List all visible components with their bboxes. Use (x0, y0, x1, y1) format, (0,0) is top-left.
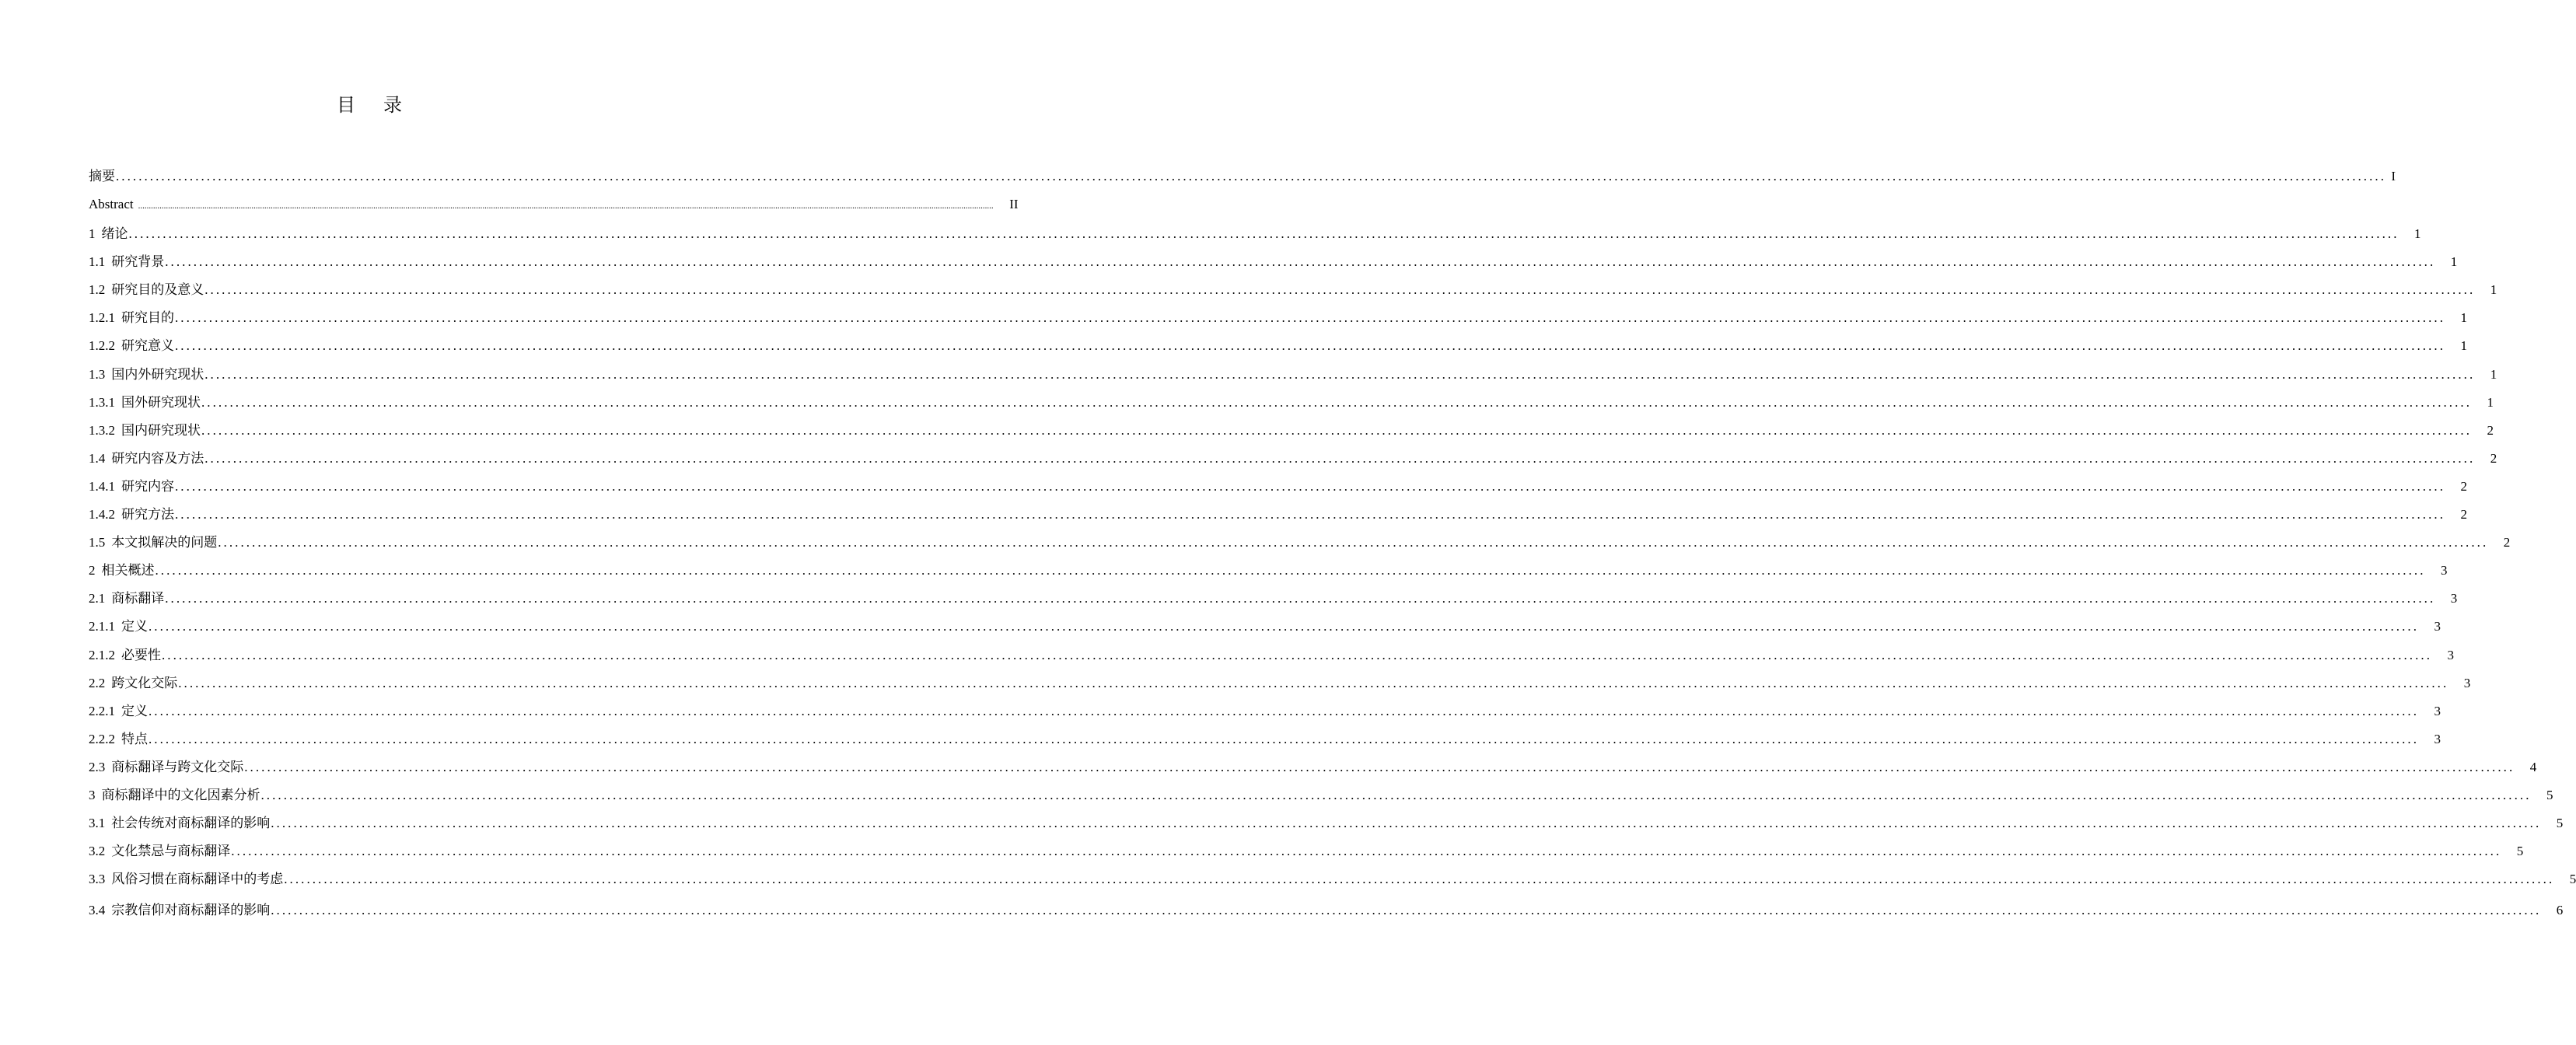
toc-entry-label (89, 163, 115, 190)
toc-leader-dots: ................................................................................................................................................................................................................................................................................................................................................................................................................ (175, 310, 2445, 326)
toc-entry-label (89, 809, 270, 837)
toc-entry-number: 3 (89, 787, 96, 802)
toc-leader-dots: ................................................................................................................................................................................................................................................................................................................................................................................................................ (128, 226, 2399, 242)
toc-page-number: 2 (2460, 478, 2467, 494)
toc-leader-dots: ................................................................................................................................................................................................................................................................................................................................................................................................................ (231, 844, 2502, 859)
toc-page-number: 1 (2490, 282, 2497, 298)
toc-entry-text: 国内研究现状 (121, 422, 201, 438)
toc-entry-number: 3.4 (89, 903, 106, 918)
toc-entry-label (89, 837, 230, 865)
toc-entry-label (89, 190, 134, 218)
toc-page-number: 2 (2487, 422, 2494, 438)
toc-page-number: 1 (2460, 338, 2467, 354)
toc-page-number: II (1009, 197, 1019, 212)
toc-page-number: 3 (2434, 619, 2441, 634)
toc-entry-number: 3.1 (89, 816, 106, 831)
toc-leader-dots: ................................................................................................................................................................................................................................................................................................................................................................................................................ (178, 675, 2449, 690)
toc-entry-number: 1 (89, 226, 96, 242)
toc-entry-label (89, 417, 201, 445)
toc-entry-text: 国外研究现状 (121, 394, 201, 410)
toc-entry-text: 商标翻译与跨文化交际 (111, 759, 244, 774)
toc-leader-dots: ................................................................................................................................................................................................................................................................................................................................................................................................................ (260, 787, 2532, 802)
toc-entry[interactable] (89, 445, 2497, 473)
toc-entry-text: 定义 (121, 703, 148, 718)
toc-leader-dots: ................................................................................................................................................................................................................................................................................................................................................................................................................ (204, 450, 2476, 466)
toc-entry-number: 1.4.2 (89, 507, 115, 522)
toc-entry-label (89, 389, 201, 417)
toc-entry[interactable] (89, 896, 2564, 924)
title-char-1: 目 (337, 96, 355, 116)
toc-page-number: 2 (2460, 507, 2467, 522)
toc-leader-dots: ................................................................................................................................................................................................................................................................................................................................................................................................................ (149, 703, 2419, 718)
toc-entry[interactable] (89, 613, 2441, 641)
toc-leader-dots: ................................................................................................................................................................................................................................................................................................................................................................................................................ (165, 591, 2436, 606)
toc-entry-label (89, 669, 177, 697)
toc-entry-text: 国内外研究现状 (111, 366, 204, 382)
toc-entry-label (89, 697, 148, 725)
toc-page-number: 1 (2450, 254, 2458, 270)
toc-page-number: 3 (2434, 731, 2441, 746)
toc-entry-number: 3.3 (89, 872, 106, 887)
toc-entry-number: 2.2.2 (89, 731, 115, 746)
toc-entry-text: 相关概述 (101, 563, 155, 578)
toc-page-number: 6 (2556, 903, 2564, 918)
toc-entry[interactable] (89, 304, 2467, 332)
toc-entry-number: 1.2.1 (89, 310, 115, 326)
toc-page-number: 2 (2503, 535, 2511, 550)
toc-page-number: 1 (2487, 394, 2494, 410)
toc-entry-text: 研究目的及意义 (111, 282, 204, 298)
toc-entry-label (89, 753, 243, 781)
toc-entry-text: 特点 (121, 731, 148, 746)
toc-page-number: 3 (2434, 703, 2441, 718)
toc-leader-dots: ................................................................................................................................................................................................................................................................................................................................................................................................................ (284, 872, 2555, 887)
toc-entry-text: 研究内容及方法 (111, 450, 204, 466)
page-title (0, 92, 739, 120)
toc-entry-label (89, 585, 164, 613)
toc-leader-dots: ................................................................................................................................................................................................................................................................................................................................................................................................................ (204, 366, 2476, 382)
toc-entry-number: 1.5 (89, 535, 106, 550)
toc-entry-label (89, 248, 164, 276)
toc-entry-text: 本文拟解决的问题 (111, 535, 218, 550)
toc-entry-text: 文化禁忌与商标翻译 (111, 844, 231, 859)
toc-entry[interactable] (89, 669, 2471, 697)
toc-leader-dots: ................................................................................................................................................................................................................................................................................................................................................................................................................ (201, 422, 2472, 438)
toc-page-number: 5 (2516, 844, 2524, 859)
toc-page-number: 4 (2529, 759, 2537, 774)
toc-entry[interactable] (89, 557, 2448, 585)
toc-entry[interactable] (89, 725, 2441, 753)
toc-entry-label (89, 501, 174, 529)
toc-entry[interactable] (89, 473, 2467, 501)
toc-entry-label (89, 613, 148, 641)
toc-entry-number: 2.3 (89, 759, 106, 774)
toc-leader-dots: ................................................................................................................................................................................................................................................................................................................................................................................................................ (201, 394, 2472, 410)
toc-page-number: 3 (2463, 675, 2471, 690)
toc-entry-text: 绪论 (101, 226, 128, 242)
toc-page-number: 5 (2569, 872, 2576, 887)
toc-entry-number: 1.2.2 (89, 338, 115, 354)
toc-entry[interactable] (89, 641, 2454, 669)
toc-entry[interactable] (89, 417, 2494, 445)
toc-entry-number: 2 (89, 563, 96, 578)
toc-entry-number: 1.4 (89, 450, 106, 466)
toc-entry-label (89, 304, 174, 332)
toc-entry-text: 研究方法 (121, 507, 174, 522)
toc-entry-label (89, 865, 283, 893)
toc-entry[interactable] (89, 585, 2458, 613)
toc-entry-label (89, 276, 204, 304)
toc-entry[interactable] (89, 781, 2553, 809)
toc-leader-dots: ................................................................................................................................................................................................................................................................................................................................................................................................................ (149, 619, 2419, 634)
toc-entry-text: 跨文化交际 (111, 675, 178, 690)
toc-leader-dots: ................................................................................................................................................................................................................................................................................................................................................................................................................ (244, 759, 2515, 774)
toc-leader-dots: ................................................................................................................................................................................................................................................................................................................................................................................................................ (204, 282, 2476, 298)
toc-entry-text: 商标翻译 (111, 591, 165, 606)
toc-page-number: 3 (2450, 591, 2458, 606)
toc-leader-dots: ................................................................................................................................................................................................................................................................................................................................................................................................................ (175, 478, 2445, 494)
toc-entry-text: 风俗习惯在商标翻译中的考虑 (111, 872, 284, 887)
toc-entry[interactable] (89, 220, 2421, 248)
toc-entry-number: 1.1 (89, 254, 106, 270)
toc-leader-dots: ................................................................................................................................................................................................................................................................................................................................................................................................................ (116, 169, 2386, 183)
toc-page-number: 3 (2447, 647, 2454, 662)
toc-entry-text: 研究意义 (121, 338, 174, 354)
toc-entry-text: 商标翻译中的文化因素分析 (101, 787, 260, 802)
toc-leader-dots: ................................................................................................................................................................................................................................................................................................................................................................................................................ (165, 254, 2436, 270)
toc-leader-dots: ................................................................................................................................................................................................................................................................................................................................................................................................................ (155, 563, 2426, 578)
toc-entry[interactable] (89, 361, 2497, 389)
toc-entry-label (89, 557, 155, 585)
toc-entry-text: 摘要 (89, 169, 115, 183)
toc-entry[interactable] (89, 529, 2511, 557)
toc-entry[interactable] (89, 276, 2497, 304)
toc-entry-label (89, 332, 174, 360)
title-char-2: 录 (383, 96, 402, 116)
toc-entry[interactable] (89, 865, 2576, 893)
toc-entry[interactable] (89, 190, 1019, 220)
toc-entry-number: 2.2.1 (89, 703, 115, 718)
toc-entry-label (89, 445, 204, 473)
toc-entry-number: 2.1.1 (89, 619, 115, 634)
toc-entry-label (89, 529, 217, 557)
toc-entry-number: 1.4.1 (89, 478, 115, 494)
toc-entry-number: 2.1 (89, 591, 106, 606)
toc-entry[interactable] (89, 837, 2524, 865)
toc-page-number: 5 (2546, 787, 2553, 802)
toc-leader-dots: ................................................................................................................................................................................................................................................................................................................................................................................................................ (271, 816, 2542, 831)
toc-entry[interactable] (89, 248, 2458, 276)
toc-entry[interactable] (89, 332, 2467, 360)
toc-entry-number: 3.2 (89, 844, 106, 859)
toc-page-number: I (2391, 169, 2396, 183)
toc-entry-number: 2.2 (89, 675, 106, 690)
toc-entry-number: 1.3.2 (89, 422, 115, 438)
toc-entry-text: 必要性 (121, 647, 161, 662)
toc-leader-dots: ................................................................................................................................................................................................................................................................................................................................................................................................................ (218, 535, 2489, 550)
toc-leader-dots: ................................................................................................................................................................................................................................................................................................................................................................................................................ (175, 338, 2445, 354)
toc-entry-label (89, 641, 161, 669)
toc-entry-text: 研究背景 (111, 254, 165, 270)
toc-entry-number: 1.3.1 (89, 394, 115, 410)
toc-leader-dots: ................................................................................................................................................................................................................................................................................................................................................................................................................ (175, 507, 2445, 522)
toc-leader-dots: ................................................................................................................................................................................................................................................................................................................................................................................................................ (271, 903, 2542, 918)
toc-page-number: 2 (2490, 450, 2497, 466)
toc-entry[interactable] (89, 753, 2537, 781)
toc-entry[interactable] (89, 697, 2441, 725)
toc-entry[interactable] (89, 163, 2396, 190)
toc-entry-number: 1.2 (89, 282, 106, 298)
toc-entry-label (89, 361, 204, 389)
toc-page-number: 3 (2441, 563, 2448, 578)
toc-leader-dots: ................................................................................................................................................................................................................................................................................................................................................................................................................ (138, 201, 994, 211)
toc-entry-text: 研究目的 (121, 310, 174, 326)
toc-entry-text: 社会传统对商标翻译的影响 (111, 816, 271, 831)
toc-entry-text: Abstract (89, 197, 134, 212)
toc-page-number: 5 (2556, 816, 2564, 831)
toc-entry-label (89, 725, 148, 753)
toc-entry-text: 研究内容 (121, 478, 174, 494)
toc-entry-text: 定义 (121, 619, 148, 634)
toc-leader-dots: ................................................................................................................................................................................................................................................................................................................................................................................................................ (162, 647, 2432, 662)
toc-entry-label (89, 473, 174, 501)
toc-entry-label (89, 781, 260, 809)
toc-entry[interactable] (89, 389, 2494, 417)
table-of-contents (89, 163, 2576, 924)
toc-page-number: 1 (2460, 310, 2467, 326)
toc-entry-number: 1.3 (89, 366, 106, 382)
toc-entry-text: 宗教信仰对商标翻译的影响 (111, 903, 271, 918)
toc-page-number: 1 (2490, 366, 2497, 382)
toc-leader-dots: ................................................................................................................................................................................................................................................................................................................................................................................................................ (149, 731, 2419, 746)
toc-entry[interactable] (89, 501, 2467, 529)
toc-page-number: 1 (2414, 226, 2421, 242)
toc-entry-label (89, 220, 128, 248)
toc-entry-label (89, 896, 270, 924)
toc-entry[interactable] (89, 809, 2564, 837)
toc-entry-number: 2.1.2 (89, 647, 115, 662)
